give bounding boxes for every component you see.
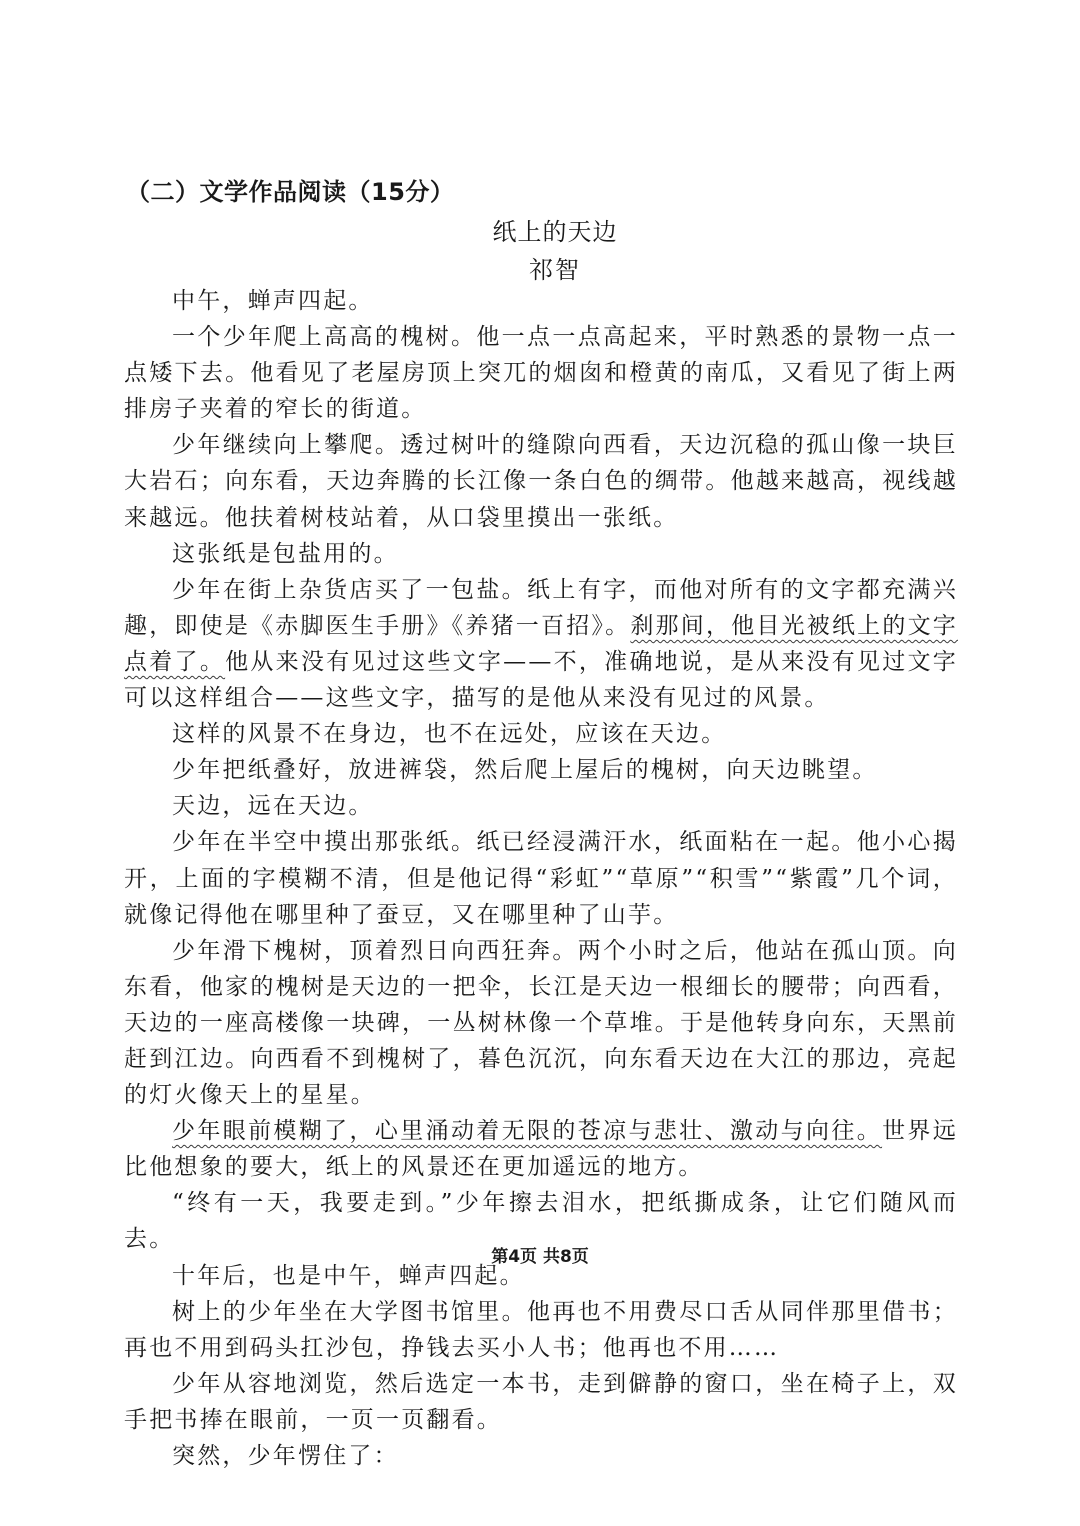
paragraph-text: 少年在街上杂货店买了一包盐。纸上有字，而他对所有的文字都充满兴趣，即使是《赤脚医生手册》《养猪一百招》。	[124, 576, 958, 639]
paragraph: 这张纸是包盐用的。	[172, 540, 399, 567]
paragraph: 少年从容地浏览，然后选定一本书，走到僻静的窗口，坐在椅子上，双手把书捧在眼前，一页一页翻看。	[124, 1370, 958, 1433]
paragraph: 一个少年爬上高高的槐树。他一点一点高起来，平时熟悉的景物一点一点矮下去。他看见了老屋房顶上突兀的烟囱和橙黄的南瓜，又看见了街上两排房子夹着的窄长的街道。	[124, 324, 958, 423]
story-title: 纸上的天边	[492, 218, 618, 246]
paragraph: 少年继续向上攀爬。透过树叶的缝隙向西看，天边沉稳的孤山像一块巨大岩石；向东看，天边奔腾的长江像一条白色的绸带。他越来越高，视线越来越远。他扶着树枝站着，从口袋里摸出一张纸。	[124, 432, 958, 531]
paragraph: 天边，远在天边。	[172, 793, 374, 820]
paragraph-text: 他从来没有见过这些文字——不，准确地说，是从来没有见过文字可以这样组合——这些文字，描写的是他从来没有见过的风景。	[124, 648, 958, 712]
page-number: 第4页 共8页	[491, 1247, 589, 1267]
paragraph: 树上的少年坐在大学图书馆里。他再也不用费尽口舌从同伴那里借书；再也不用到码头扛沙包，挣钱去买小人书；他再也不用……	[124, 1298, 958, 1361]
story-body	[124, 283, 958, 1474]
paragraph: “终有一天，我要走到。”少年擦去泪水，把纸撕成条，让它们随风而去。	[124, 1190, 958, 1253]
paragraph	[124, 1113, 958, 1185]
author-name: 祁智	[529, 256, 581, 284]
paragraph	[124, 572, 958, 716]
wavy-underlined-sentence: 少年眼前模糊了，心里涌动着无限的苍凉与悲壮、激动与向往。	[172, 1118, 883, 1145]
section-title: （二）文学作品阅读（15分）	[126, 178, 455, 206]
paragraph: 十年后，也是中午，蝉声四起。	[172, 1262, 525, 1289]
paragraph: 少年把纸叠好，放进裤袋，然后爬上屋后的槐树，向天边眺望。	[172, 757, 878, 784]
paragraph: 这样的风景不在身边，也不在远处，应该在天边。	[172, 721, 727, 748]
paragraph: 少年在半空中摸出那张纸。纸已经浸满汗水，纸面粘在一起。他小心揭开，上面的字模糊不清，但是他记得“彩虹”“草原”“积雪”“紫霞”几个词，就像记得他在哪里种了蚕豆，又在哪里种了山芋。	[124, 829, 958, 928]
paragraph-text: 世界远比他想象的要大，纸上的风景还在更加遥远的地方。	[124, 1118, 958, 1181]
paragraph: 突然，少年愣住了：	[172, 1443, 399, 1469]
paragraph: 少年滑下槐树，顶着烈日向西狂奔。两个小时之后，他站在孤山顶。向东看，他家的槐树是天边的一把伞，长江是天边一根细长的腰带；向西看，天边的一座高楼像一块碑，一丛树林像一个草堆。于是他转身向东，天黑前赶到江边。向西看不到槐树了，暮色沉沉，向东看天边在大江的那边，亮起的灯火像天上的星星。	[124, 937, 958, 1109]
paragraph: 中午，蝉声四起。	[172, 288, 374, 314]
wavy-underlined-sentence: 刹那间，他目光被纸上的文字点着了。	[124, 612, 958, 675]
